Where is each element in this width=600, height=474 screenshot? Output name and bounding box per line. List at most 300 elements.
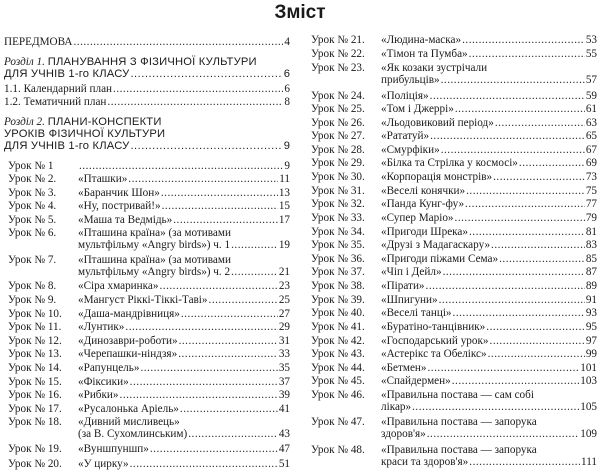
page-number: 9: [284, 160, 290, 172]
page-number: 23: [278, 280, 290, 292]
lesson-number: Урок № 44.: [311, 362, 365, 374]
lesson-entry: [311, 266, 597, 278]
lesson-line: [311, 375, 597, 387]
dot-leader: [499, 253, 585, 265]
lesson-title: «Друзі з Мадагаскару»: [381, 239, 491, 251]
lesson-title: «Спайдермен»: [381, 375, 451, 387]
page-number: 27: [278, 308, 290, 320]
lesson-title: «Буратіно-танцівник»: [381, 321, 486, 333]
page-number: 65: [585, 130, 597, 142]
dot-leader: [452, 375, 580, 387]
lesson-title: «Пригоди піжами Сема»: [381, 253, 499, 265]
dot-leader: [130, 458, 278, 470]
dot-leader: [495, 117, 585, 129]
lesson-line: [8, 239, 290, 251]
lesson-entry: [8, 362, 290, 374]
page-number: 93: [585, 307, 597, 319]
lesson-line: [8, 254, 290, 266]
lesson-entry: [311, 34, 597, 46]
dot-leader: [439, 294, 585, 306]
dot-leader: [469, 226, 585, 238]
dot-leader: [428, 362, 580, 374]
dot-leader: [209, 294, 278, 306]
dot-leader: [430, 90, 585, 102]
lesson-line: [311, 130, 597, 142]
page-number: 55: [585, 48, 597, 60]
section-title: ПЛАНИ-КОНСПЕКТИ: [47, 116, 162, 128]
lesson-number: Урок № 35.: [311, 239, 365, 251]
lesson-entry: [8, 173, 290, 185]
lesson-title: лікар»: [381, 401, 412, 413]
dot-leader: [231, 266, 278, 278]
lesson-line: [8, 227, 290, 239]
dot-leader: [113, 83, 283, 95]
lesson-title: «Дивний мисливець»: [78, 416, 180, 428]
page-number: 97: [585, 335, 597, 347]
lesson-number: Урок № 9.: [8, 294, 57, 306]
toc-entry: [4, 83, 290, 95]
lesson-number: Урок № 23.: [311, 62, 365, 74]
page-number: 109: [580, 428, 597, 440]
lesson-entry: [311, 90, 597, 102]
toc-entry: [4, 36, 290, 48]
lesson-entry: [8, 443, 290, 455]
section-heading: [4, 56, 290, 80]
dot-leader: [469, 456, 580, 468]
dot-leader: [441, 74, 585, 86]
dot-leader: [412, 401, 579, 413]
lesson-line: [311, 185, 597, 197]
lesson-title: «Лунтик»: [78, 321, 125, 333]
lesson-number: Урок № 34.: [311, 226, 365, 238]
page-number: 77: [585, 198, 597, 210]
page-number: 111: [581, 456, 597, 468]
lesson-line: [311, 226, 597, 238]
section-title: ПЛАНУВАННЯ З ФІЗИЧНОЇ КУЛЬТУРИ: [47, 56, 257, 68]
lesson-number: Урок № 14.: [8, 362, 62, 374]
lesson-title: (за В. Сухомлинським): [78, 428, 188, 440]
lesson-number: Урок № 45.: [311, 375, 365, 387]
lesson-line: [311, 212, 597, 224]
lesson-number: Урок № 16.: [8, 389, 62, 401]
lesson-number: Урок № 39.: [311, 294, 365, 306]
lesson-number: Урок № 46.: [311, 389, 365, 401]
dot-leader: [178, 348, 278, 360]
lesson-entry: [8, 200, 290, 212]
lesson-number: Урок № 21.: [311, 34, 365, 46]
dot-leader: [161, 187, 278, 199]
page-number: 69: [585, 157, 597, 169]
lesson-number: Урок № 32.: [311, 198, 365, 210]
dot-leader: [519, 157, 585, 169]
lesson-number: Урок № 18.: [8, 416, 62, 428]
dot-leader: [469, 48, 585, 60]
section-title: УРОКІВ ФІЗИЧНОЇ КУЛЬТУРИ: [4, 128, 166, 140]
lesson-title: «Пташина країна» (за мотивами: [78, 254, 231, 266]
lesson-number: Урок № 24.: [311, 90, 365, 102]
lesson-title: краси та здоров'я»: [381, 456, 469, 468]
lesson-title: мультфільму «Angry birds») ч. 2: [78, 266, 231, 278]
entry-label: 1.1. Календарний план: [4, 83, 113, 95]
lesson-title: «Людина-маска»: [381, 34, 462, 46]
section-line: [4, 116, 290, 128]
lesson-title: «Білка та Стрілка у космосі»: [381, 157, 518, 169]
lesson-title: «Веселі танці»: [381, 307, 452, 319]
lesson-entry: [311, 212, 597, 224]
lesson-entry: [311, 157, 597, 169]
page-number: 99: [585, 348, 597, 360]
lesson-title: «Пригоди Шрека»: [381, 226, 468, 238]
page-number: 39: [278, 389, 290, 401]
lesson-entry: [8, 160, 290, 172]
lesson-line: [311, 294, 597, 306]
lesson-entry: [311, 294, 597, 306]
section-line: [4, 140, 290, 152]
page-number: 91: [585, 294, 597, 306]
lesson-number: Урок № 3.: [8, 187, 57, 199]
lesson-line: [311, 266, 597, 278]
lesson-number: Урок № 27.: [311, 130, 365, 142]
lesson-title: «Поліція»: [381, 90, 429, 102]
lesson-line: [311, 34, 597, 46]
page-number: 11: [279, 173, 290, 185]
page-number: 33: [278, 348, 290, 360]
dot-leader: [427, 428, 579, 440]
lesson-number: Урок № 38.: [311, 280, 365, 292]
lesson-title: «Астерікс та Обелікс»: [381, 348, 487, 360]
lesson-number: Урок № 25.: [311, 103, 365, 115]
section-heading: [4, 116, 290, 152]
lesson-number: Урок № 1: [8, 160, 54, 172]
dot-leader: [462, 34, 585, 46]
lesson-entry: [311, 321, 597, 333]
page-number: 103: [580, 375, 597, 387]
dot-leader: [180, 403, 278, 415]
page-number: 21: [278, 266, 290, 278]
page-title: Зміст: [274, 2, 326, 23]
lesson-title: «Черепашки-ніндзя»: [78, 348, 178, 360]
page-number: 37: [278, 376, 290, 388]
lesson-number: Урок № 28.: [311, 144, 365, 156]
lesson-title: «Пташина країна» (за мотивами: [78, 227, 231, 239]
lesson-number: Урок № 13.: [8, 348, 62, 360]
lesson-line: [311, 335, 597, 347]
lesson-title: «Чіп і Дейл»: [381, 266, 442, 278]
dot-leader: [490, 335, 585, 347]
lesson-title: «Мангуст Ріккі-Тіккі-Таві»: [78, 294, 208, 306]
lesson-number: Урок № 6.: [8, 227, 57, 239]
lesson-line: [311, 103, 597, 115]
lesson-line: [311, 348, 597, 360]
lesson-number: Урок № 33.: [311, 212, 365, 224]
page-number: 29: [278, 321, 290, 333]
lesson-number: Урок № 37.: [311, 266, 365, 278]
lesson-entry: [311, 144, 597, 156]
page-number: 51: [278, 458, 290, 470]
lesson-entry: [311, 444, 597, 468]
lesson-title: «Шпигуни»: [381, 294, 438, 306]
lesson-entry: [8, 376, 290, 388]
dot-leader: [491, 239, 585, 251]
lesson-line: [311, 171, 597, 183]
lesson-title: «Льодовиковий період»: [381, 117, 494, 129]
section-title: ДЛЯ УЧНІВ 1-го КЛАСУ: [4, 140, 130, 152]
lesson-line: [311, 444, 597, 456]
lesson-entry: [311, 103, 597, 115]
dot-leader: [453, 307, 585, 319]
page-number: 105: [580, 401, 597, 413]
section-title: ДЛЯ УЧНІВ 1-го КЛАСУ: [4, 68, 130, 80]
page-number: 41: [278, 403, 290, 415]
dot-leader: [493, 171, 585, 183]
page-number: 101: [580, 362, 597, 374]
lesson-title: «Панда Кунг-фу»: [381, 198, 465, 210]
page-number: 79: [585, 212, 597, 224]
dot-leader: [162, 200, 278, 212]
lesson-title: «Веселі конячки»: [381, 185, 466, 197]
lesson-line: [311, 239, 597, 251]
dot-leader: [231, 239, 278, 251]
dot-leader: [130, 140, 282, 152]
entry-label: 1.2. Тематичний план: [4, 96, 107, 108]
lesson-number: Урок № 30.: [311, 171, 365, 183]
lesson-line: [311, 198, 597, 210]
lesson-entry: [8, 187, 290, 199]
lesson-line: [311, 401, 597, 413]
page-number: 47: [278, 443, 290, 455]
lesson-line: [311, 456, 597, 468]
lesson-entry: [8, 280, 290, 292]
lesson-number: Урок № 5.: [8, 214, 57, 226]
dot-leader: [430, 130, 585, 142]
page-number: 35: [278, 362, 290, 374]
lesson-entry: [8, 348, 290, 360]
lesson-line: [311, 280, 597, 292]
lesson-title: мультфільму «Angry birds») ч. 1: [78, 239, 231, 251]
lesson-line: [311, 117, 597, 129]
lesson-title: «У цирку»: [78, 458, 129, 470]
lesson-line: [311, 62, 597, 74]
lesson-entry: [311, 198, 597, 210]
dot-leader: [79, 160, 283, 172]
lesson-number: Урок № 22.: [311, 48, 365, 60]
lesson-line: [311, 253, 597, 265]
page-number: 15: [278, 200, 290, 212]
lesson-number: Урок № 26.: [311, 117, 365, 129]
lesson-title: «Корпорація монстрів»: [381, 171, 493, 183]
dot-leader: [130, 376, 278, 388]
lesson-number: Урок № 47.: [311, 416, 365, 428]
page-number: 6: [283, 68, 290, 80]
lesson-line: [8, 266, 290, 278]
lesson-entry: [8, 214, 290, 226]
section-line: [4, 56, 290, 68]
lesson-number: Урок № 42.: [311, 335, 365, 347]
lesson-title: «Бетмен»: [381, 362, 427, 374]
lesson-line: [311, 74, 597, 86]
page-number: 6: [284, 83, 290, 95]
lesson-entry: [311, 48, 597, 60]
page-number: 13: [278, 187, 290, 199]
page-number: 25: [278, 294, 290, 306]
entry-label: ПЕРЕДМОВА: [4, 36, 73, 48]
lesson-title: «Рататуй»: [381, 130, 430, 142]
dot-leader: [426, 280, 585, 292]
lesson-entry: [311, 239, 597, 251]
page-number: 53: [585, 34, 597, 46]
lesson-entry: [8, 227, 290, 251]
lesson-entry: [311, 280, 597, 292]
lesson-line: [311, 362, 597, 374]
page-number: 75: [585, 185, 597, 197]
lesson-title: «Пташки»: [78, 173, 128, 185]
lesson-number: Урок № 40.: [311, 307, 365, 319]
dot-leader: [140, 362, 277, 374]
page-number: 43: [278, 428, 290, 440]
toc-entry: [4, 96, 290, 108]
page-number: 73: [585, 171, 597, 183]
lesson-entry: [311, 62, 597, 86]
lesson-number: Урок № 11.: [8, 321, 62, 333]
dot-leader: [120, 389, 278, 401]
dot-leader: [443, 266, 585, 278]
page-number: 85: [585, 253, 597, 265]
lesson-entry: [311, 117, 597, 129]
dot-leader: [486, 321, 585, 333]
lesson-entry: [8, 335, 290, 347]
lesson-number: Урок № 41.: [311, 321, 365, 333]
lesson-title: «Ну, постривай!»: [78, 200, 161, 212]
lesson-entry: [311, 375, 597, 387]
lesson-entry: [8, 458, 290, 470]
page-number: 9: [283, 140, 290, 152]
lesson-number: Урок № 4.: [8, 200, 57, 212]
lesson-entry: [8, 416, 290, 440]
page-number: 31: [278, 335, 290, 347]
lesson-entry: [8, 254, 290, 278]
lesson-line: [8, 428, 290, 440]
page-number: 19: [278, 239, 290, 251]
section-line: [4, 68, 290, 80]
lesson-title: «Том і Джеррі»: [381, 103, 454, 115]
lesson-number: Урок № 17.: [8, 403, 62, 415]
lesson-title: «Динозаври-роботи»: [78, 335, 178, 347]
lesson-title: «Правильна постава — запорука: [381, 416, 537, 428]
page-number: 4: [284, 36, 290, 48]
lesson-title: «Правильна постава — запорука: [381, 444, 537, 456]
lesson-number: Урок № 29.: [311, 157, 365, 169]
lesson-entry: [311, 226, 597, 238]
lesson-entry: [8, 321, 290, 333]
lesson-number: Урок № 19.: [8, 443, 62, 455]
lesson-number: Урок № 10.: [8, 308, 62, 320]
lesson-number: Урок № 7.: [8, 254, 57, 266]
dot-leader: [130, 68, 282, 80]
section-prefix: Розділ 2.: [4, 116, 48, 128]
section-line: [4, 128, 290, 140]
lesson-title: «Супер Маріо»: [381, 212, 454, 224]
page-number: 8: [284, 96, 290, 108]
lesson-number: Урок № 43.: [311, 348, 365, 360]
lesson-entry: [311, 362, 597, 374]
lesson-title: «Як козаки зустрічали: [381, 62, 488, 74]
page-number: 95: [585, 321, 597, 333]
lesson-line: [311, 416, 597, 428]
lesson-title: «Баранчик Шон»: [78, 187, 160, 199]
lesson-line: [311, 48, 597, 60]
lesson-number: Урок № 31.: [311, 185, 365, 197]
lesson-title: «Рапунцель»: [78, 362, 140, 374]
lesson-title: «Русалонька Аріель»: [78, 403, 179, 415]
lesson-line: [311, 389, 597, 401]
lesson-title: «Сіра хмаринка»: [78, 280, 159, 292]
lesson-title: «Рибки»: [78, 389, 119, 401]
dot-leader: [125, 321, 277, 333]
dot-leader: [455, 212, 585, 224]
lesson-line: [311, 428, 597, 440]
lesson-line: [311, 90, 597, 102]
lesson-line: [311, 321, 597, 333]
dot-leader: [188, 428, 278, 440]
page-number: 57: [585, 74, 597, 86]
lesson-entry: [311, 416, 597, 440]
dot-leader: [488, 348, 585, 360]
lesson-title: «Маша та Ведмідь»: [78, 214, 173, 226]
dot-leader: [441, 144, 585, 156]
lesson-title: «Пірати»: [381, 280, 425, 292]
lesson-number: Урок № 12.: [8, 335, 62, 347]
dot-leader: [128, 173, 278, 185]
lesson-entry: [311, 348, 597, 360]
lesson-line: [311, 144, 597, 156]
lesson-title: прибульців»: [381, 74, 440, 86]
lesson-title: «Господарський урок»: [381, 335, 489, 347]
lesson-entry: [311, 171, 597, 183]
lesson-entry: [311, 253, 597, 265]
lesson-entry: [311, 185, 597, 197]
lesson-line: [8, 416, 290, 428]
lesson-title: здоров'я»: [381, 428, 426, 440]
lesson-entry: [311, 389, 597, 413]
lesson-title: «Смурфіки»: [381, 144, 440, 156]
dot-leader: [179, 335, 278, 347]
lesson-entry: [311, 130, 597, 142]
lesson-title: «Фіксики»: [78, 376, 129, 388]
lesson-entry: [8, 294, 290, 306]
dot-leader: [466, 185, 585, 197]
page-number: 63: [585, 117, 597, 129]
lesson-number: Урок № 2.: [8, 173, 57, 185]
dot-leader: [181, 308, 278, 320]
page-number: 89: [585, 280, 597, 292]
dot-leader: [107, 96, 283, 108]
lesson-entry: [311, 335, 597, 347]
lesson-number: Урок № 36.: [311, 253, 365, 265]
lesson-title: «Правильна постава — сам собі: [381, 389, 534, 401]
lesson-line: [311, 307, 597, 319]
dot-leader: [173, 214, 278, 226]
lesson-entry: [8, 308, 290, 320]
page-number: 83: [585, 239, 597, 251]
lesson-number: Урок № 8.: [8, 280, 57, 292]
page-number: 81: [585, 226, 597, 238]
lesson-title: «Даша-мандрівниця»: [78, 308, 180, 320]
lesson-line: [311, 157, 597, 169]
page-number: 87: [585, 266, 597, 278]
lesson-number: Урок № 20.: [8, 458, 62, 470]
lesson-number: Урок № 48.: [311, 444, 365, 456]
lesson-entry: [311, 307, 597, 319]
